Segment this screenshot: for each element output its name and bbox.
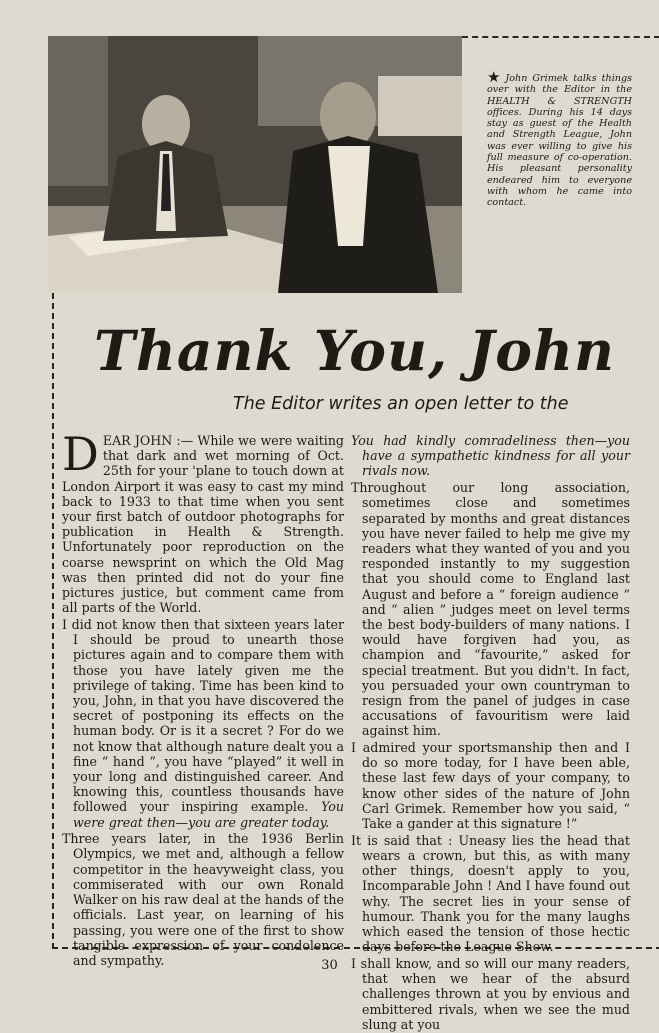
decorative-border-left	[52, 293, 54, 949]
article-column-right	[351, 433, 630, 1033]
drop-cap: D	[62, 427, 99, 481]
paragraph-text: It is said that : Uneasy lies the head that wears a crown, but this, as with many other things, doesn't apply to you, Incomparable John ! And I have found out why. The secret lies in your sense of humour. Thank you for the many laughs which eased the tension of those hectic days before the League Show.	[351, 832, 630, 955]
paragraph	[351, 480, 630, 738]
paragraph	[351, 833, 630, 955]
star-icon: ★	[487, 68, 503, 86]
article-column-left	[62, 427, 344, 970]
photo-caption-text: John Grimek talks things over with the Editor in the HEALTH & STRENGTH offices. During his 14 days stay as guest of the Health and Strength League, John was ever willing to give his full measure of co-operation. His pleasant personality endeared him to everyone with whom he came into contact.	[487, 73, 633, 209]
paragraph	[351, 433, 630, 479]
paragraph	[62, 427, 344, 616]
paragraph-text: Throughout our long association, sometimes close and sometimes separated by months and great distances you have never failed to help me give my readers what they wanted of you and you responded instantly to my suggestion that you should come to England last August and before a “ foreign audience ” and “ alien ” judges meet on level terms the best body-builders of many nations. I would have forgiven had you, as champion and “favourite,” asked for special treatment. But you didn't. In fact, you persuaded your own countryman to resign from the panel of judges in case accusations of favouritism were laid against him.	[351, 480, 630, 739]
article-headline: Thank You, John	[94, 318, 615, 383]
photo-illustration	[48, 36, 462, 293]
article-subheadline: The Editor writes an open letter to the	[233, 394, 569, 414]
paragraph-text: I shall know, and so will our many readers, that when we hear of the absurd challenges thrown at you by envious and embittered rivals, when we see the mud slung at you	[351, 955, 630, 1032]
paragraph-italic-text: You were great then—you are greater today.	[73, 799, 344, 830]
page-number: 30	[321, 958, 338, 973]
decorative-border-top	[462, 36, 659, 38]
paragraph-text: EAR JOHN :— While we were waiting that dark and wet morning of Oct. 25th for your 'plane to touch down at London Airport it was easy to cast my mind back to 1933 to that time when you sent your first batch of outdoor photographs for publication in Health & Strength. Unfortunately poor reproduction on the coarse newsprint on which the Old Mag was then printed did not do your fine pictures justice, but comment came from all parts of the World.	[62, 433, 344, 616]
paragraph	[62, 831, 344, 968]
paragraph-text: Three years later, in the 1936 Berlin Olympics, we met and, although a fellow competitor in the heavyweight class, you commiserated with our own Ronald Walker on his raw deal at the hands of the officials. Last year, on learning of his passing, you were one of the first to show tangible expression of your condolence and sympathy.	[62, 831, 344, 968]
paragraph-italic-text: You had kindly comradeliness then—you have a sympathetic kindness for all your rivals now.	[351, 433, 630, 479]
photo-editor-and-john-grimek	[48, 36, 462, 293]
paragraph	[62, 617, 344, 830]
photo-caption	[487, 68, 633, 209]
paragraph	[351, 740, 630, 831]
paragraph-text: I did not know then that sixteen years later I should be proud to unearth those pictures again and to compare them with those you have lately given me the privilege of taking. Time has been kind to you, John, in that you have discovered the secret of postponing its effects on the human body. Or is it a secret ? For do we not know that although nature dealt you a fine “ hand ”, you have “played” it well in your long and distinguished career. And knowing this, countless thousands have followed your inspiring example.	[62, 616, 344, 815]
paragraph-text: I admired your sportsmanship then and I do so more today, for I have been able, these last few days of your company, to know other sides of the nature of John Carl Grimek. Remember how you said, “ Take a gander at this signature !”	[351, 740, 630, 832]
